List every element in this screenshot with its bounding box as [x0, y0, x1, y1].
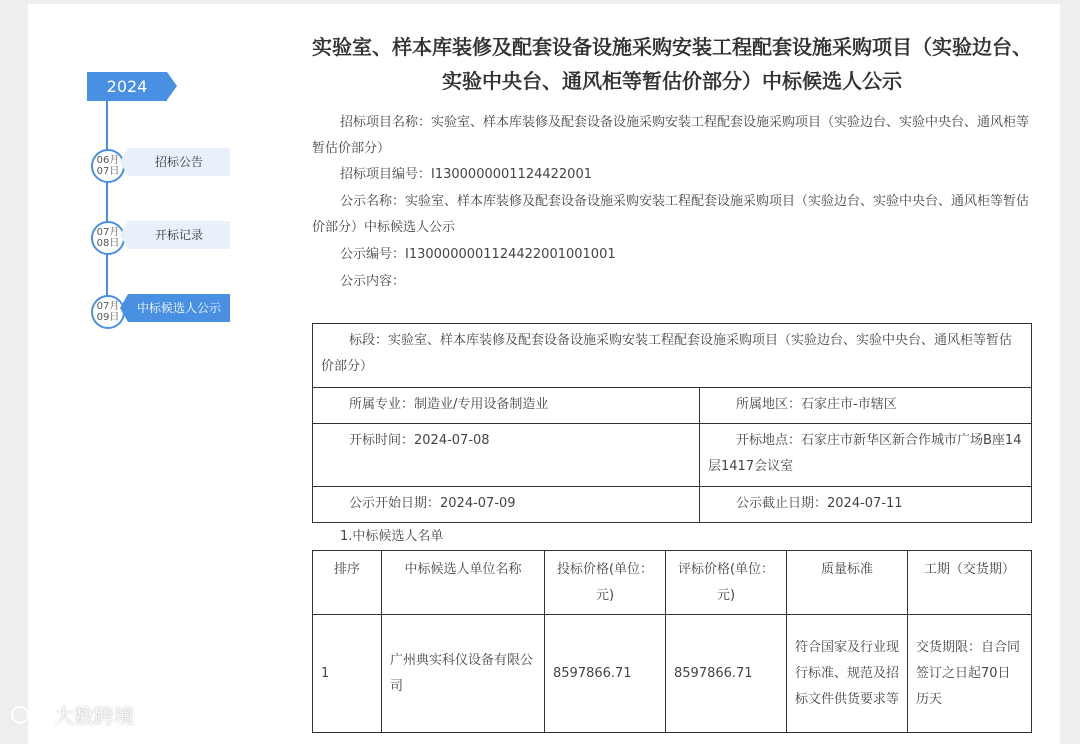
section-cell: 标段：实验室、样本库装修及配套设备设施采购安装工程配套设施采购项目（实验边台、实验中央台、通风柜等暂估价部分）	[313, 324, 1032, 388]
header-period: 工期（交货期）	[908, 551, 1032, 615]
project-name: 招标项目名称：实验室、样本库装修及配套设备设施采购安装工程配套设施采购项目（实验边台、实验中央台、通风柜等暂估价部分）	[312, 115, 1030, 156]
watermark	[10, 700, 134, 729]
table-row	[313, 615, 1032, 733]
start-date-cell: 公示开始日期：2024-07-09	[313, 487, 700, 523]
timeline-item-tender-notice[interactable]: 招标公告	[128, 148, 230, 176]
open-time-cell: 开标时间：2024-07-08	[313, 424, 700, 487]
cell-company: 广州典实科仪设备有限公司	[382, 615, 545, 733]
header-quality: 质量标准	[787, 551, 908, 615]
timeline-date-month: 07月	[96, 301, 120, 312]
timeline-line	[106, 101, 108, 309]
page-title: 实验室、样本库装修及配套设备设施采购安装工程配套设施采购项目（实验边台、实验中央台、通风柜等暂估价部分）中标候选人公示	[312, 35, 1032, 93]
timeline-date-day: 08日	[96, 238, 120, 249]
timeline-date-month: 06月	[96, 155, 120, 166]
cell-quality: 符合国家及行业现行标准、规范及招标文件供货要求等	[787, 615, 908, 733]
region-cell: 所属地区：石家庄市-市辖区	[700, 388, 1032, 424]
project-code: 招标项目编号：I1300000001124422001	[340, 167, 592, 182]
cell-rank: 1	[313, 615, 382, 733]
timeline-date-month: 07月	[96, 227, 120, 238]
end-date-cell: 公示截止日期：2024-07-11	[700, 487, 1032, 523]
timeline-item-candidate-notice[interactable]: 中标候选人公示	[128, 294, 230, 322]
timeline-item-bid-opening[interactable]: 开标记录	[128, 221, 230, 249]
header-company: 中标候选人单位名称	[382, 551, 545, 615]
header-bid-price: 投标价格(单位：元)	[545, 551, 666, 615]
notice-content-label: 公示内容：	[340, 274, 406, 289]
header-rank: 排序	[313, 551, 382, 615]
notice-name: 公示名称：实验室、样本库装修及配套设备设施采购安装工程配套设施采购项目（实验边台、实验中央台、通风柜等暂估价部分）中标候选人公示	[312, 194, 1030, 235]
watermark-text: 大数跨境	[54, 704, 134, 728]
watermark-logo-icon	[10, 704, 48, 726]
section-info-table	[312, 323, 1032, 523]
year-tag: 2024	[87, 72, 167, 101]
cell-eval-price: 8597866.71	[666, 615, 787, 733]
candidates-section-label: 1.中标候选人名单	[340, 529, 444, 544]
open-place-cell: 开标地点：石家庄市新华区新合作城市广场B座14层1417会议室	[700, 424, 1032, 487]
header-eval-price: 评标价格(单位：元)	[666, 551, 787, 615]
candidates-table	[312, 550, 1032, 733]
timeline-date-day: 07日	[96, 166, 120, 177]
industry-cell: 所属专业：制造业/专用设备制造业	[313, 388, 700, 424]
timeline-date-day: 09日	[96, 312, 120, 323]
cell-bid-price: 8597866.71	[545, 615, 666, 733]
notice-code: 公示编号：I1300000001124422001001001	[340, 247, 616, 262]
cell-period: 交货期限：自合同签订之日起70日历天	[908, 615, 1032, 733]
